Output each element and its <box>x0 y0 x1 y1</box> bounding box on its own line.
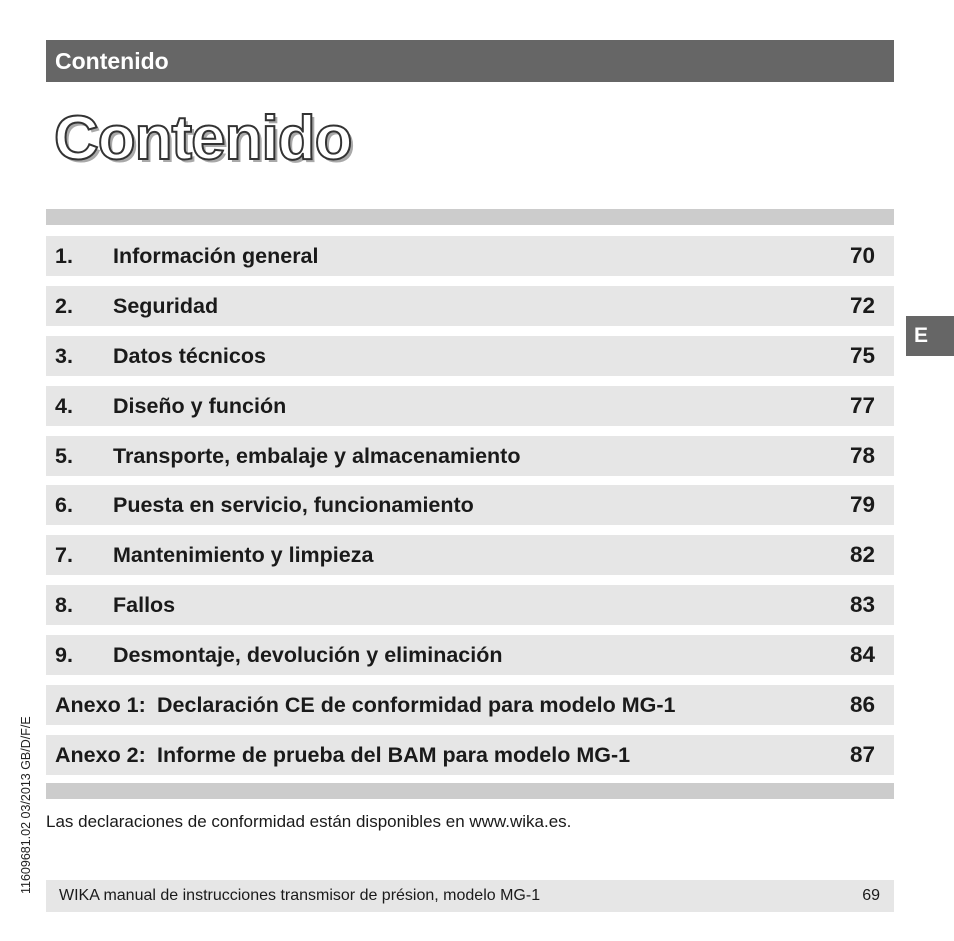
toc-number: 2. <box>55 293 73 318</box>
toc-number: 6. <box>55 493 73 518</box>
toc-title: Informe de prueba del BAM para modelo MG-1 <box>157 742 631 767</box>
toc-page: 86 <box>849 692 875 718</box>
toc-number: 4. <box>55 393 73 418</box>
toc-title: Declaración CE de conformidad para modelo MG-1 <box>157 693 676 718</box>
toc-title: Transporte, embalaje y almacenamiento <box>113 443 521 468</box>
toc-page: 84 <box>849 642 875 668</box>
toc-row-6[interactable] <box>46 485 894 525</box>
toc-page: 75 <box>849 342 875 368</box>
toc-title: Desmontaje, devolución y eliminación <box>113 643 503 668</box>
table-of-contents <box>46 236 894 785</box>
bottom-divider <box>46 783 894 799</box>
toc-number: 9. <box>55 643 73 668</box>
toc-row-annex-1[interactable] <box>46 685 894 725</box>
toc-page: 77 <box>849 392 875 418</box>
toc-title: Puesta en servicio, funcionamiento <box>113 493 474 518</box>
toc-number: 8. <box>55 593 73 618</box>
toc-number: 7. <box>55 543 73 568</box>
toc-page: 72 <box>849 292 875 318</box>
toc-title: Datos técnicos <box>113 343 266 368</box>
toc-page: 83 <box>849 592 875 618</box>
conformity-note: Las declaraciones de conformidad están disponibles en www.wika.es. <box>46 812 572 831</box>
toc-number: Anexo 1: <box>55 693 146 718</box>
document-code-text: 11609681.02 03/2013 GB/D/F/E <box>19 716 33 894</box>
toc-page: 70 <box>849 243 875 268</box>
toc-number: 5. <box>55 443 73 468</box>
toc-row-3[interactable] <box>46 336 894 376</box>
toc-page: 79 <box>849 492 875 518</box>
toc-title: Información general <box>113 244 319 268</box>
toc-row-7[interactable] <box>46 535 894 575</box>
toc-number: 3. <box>55 343 73 368</box>
toc-row-9[interactable] <box>46 635 894 675</box>
footer-page-number: 69 <box>862 887 880 904</box>
toc-number: 1. <box>55 244 73 268</box>
toc-page: 87 <box>849 741 875 767</box>
language-tab <box>906 316 954 356</box>
toc-row-8[interactable] <box>46 585 894 625</box>
toc-page: 82 <box>849 542 875 568</box>
footer <box>46 880 894 912</box>
toc-row-2[interactable] <box>46 286 894 326</box>
toc-row-5[interactable] <box>46 436 894 476</box>
section-header-bar <box>46 40 894 82</box>
top-divider <box>46 209 894 225</box>
toc-number: Anexo 2: <box>55 742 146 767</box>
toc-title: Diseño y función <box>113 393 287 418</box>
toc-title: Fallos <box>113 593 176 618</box>
section-header-label: Contenido <box>55 48 169 74</box>
toc-title: Mantenimiento y limpieza <box>113 543 374 568</box>
toc-row-4[interactable] <box>46 386 894 426</box>
toc-page: 78 <box>849 442 875 468</box>
toc-title: Seguridad <box>113 293 219 318</box>
toc-row-annex-2[interactable] <box>46 735 894 775</box>
footer-text: WIKA manual de instrucciones transmisor de présion, modelo MG-1 <box>59 887 541 904</box>
language-tab-label: E <box>914 324 929 347</box>
toc-row-1[interactable] <box>46 236 894 276</box>
page-title: Contenido <box>54 104 352 173</box>
document-code <box>19 682 37 894</box>
